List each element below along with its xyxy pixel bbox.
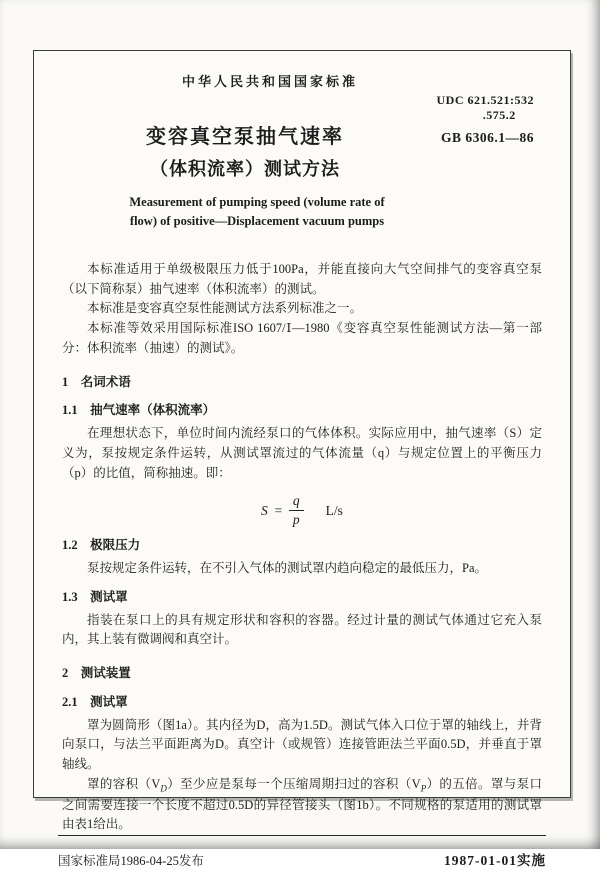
formula-unit: L/s <box>325 502 343 518</box>
section-2-1-heading: 2.1 测试罩 <box>62 694 128 709</box>
standard-category-title: 中华人民共和国国家标准 <box>181 74 358 89</box>
volume-subscript-p: P <box>420 783 427 794</box>
footer-divider <box>58 835 546 836</box>
document-title-en-line1: Measurement of pumping speed (volume rate of <box>129 195 385 209</box>
section-1-2-heading: 1.2 极限压力 <box>62 538 141 553</box>
document-body <box>56 260 548 835</box>
implementation-date: 1987-01-01实施 <box>444 853 546 868</box>
section-2-1-p2-segment-2: ）至少应是泵每一个压缩周期扫过的容积（V <box>166 776 421 791</box>
section-1-heading: 1 名词术语 <box>62 374 131 389</box>
document-title-en-line2: flow) of positive—Displacement vacuum pumps <box>129 214 385 229</box>
section-1-2-text: 泵按规定条件运转，在不引入气体的测试罩内趋向稳定的最低压力，Pa。 <box>87 561 488 576</box>
page-frame <box>33 50 571 868</box>
section-1-1-text: 在理想状态下，单位时间内流经泵口的气体体积。实际应用中，抽气速率（S）定义为，泵按规定条件运转，从测试罩流过的气体流量（q）与规定位置上的平衡压力（p）的比值，简称抽速。即： <box>62 426 542 480</box>
formula-denominator: p <box>292 511 300 527</box>
pumping-speed-formula <box>62 493 542 527</box>
section-2-1-paragraph-1: 罩为圆筒形（图1a）。其内径为D，高为1.5D。测试气体入口位于罩的轴线上，并背向泵口，与法兰平面距离为D。真空计（或规管）连接管距法兰平面0.5D，并垂直于罩轴线。 <box>62 717 542 772</box>
document-header <box>56 67 548 232</box>
formula-fraction <box>289 493 304 527</box>
udc-number <box>437 93 535 123</box>
document-title-cn-line1: 变容真空泵抽气速率 <box>146 126 344 148</box>
standard-code: GB 6306.1—86 <box>440 130 534 145</box>
section-2-1-p2-segment-1: 罩的容积（V <box>87 776 161 791</box>
section-2-1-p2-segment-3: ）的五倍。罩与泵口之间需要连接一个长度不超过0.5D的异径管接头（图1b）。不同规格的泵适用的测试罩由表1给出。 <box>62 776 542 832</box>
document-footer <box>56 835 548 869</box>
formula-equals-sign: = <box>273 502 283 518</box>
formula-numerator: q <box>289 493 304 511</box>
intro-paragraph-3: 本标准等效采用国际标准ISO 1607/Ⅰ—1980《变容真空泵性能测试方法—第一部分：体积流率（抽速）的测试》。 <box>62 321 542 355</box>
section-1-3-heading: 1.3 测试罩 <box>62 589 128 604</box>
issued-date: 国家标准局1986-04-25发布 <box>58 854 204 868</box>
volume-subscript-d: D <box>160 783 167 794</box>
section-1-3-text: 指装在泵口上的具有规定形状和容积的容器。经过计量的测试气体通过它充入泵内，其上装有微调阀和真空计。 <box>62 612 542 647</box>
document-title-en <box>11 193 503 232</box>
udc-number-line2: .575.2 <box>482 108 516 122</box>
formula-lhs: S <box>261 502 268 518</box>
section-2-1-paragraph-2 <box>62 775 542 835</box>
document-title-cn-line2: （体积流率）测试方法 <box>150 159 340 179</box>
section-2-heading: 2 测试装置 <box>62 666 131 681</box>
udc-number-line1: UDC 621.521:532 <box>436 93 534 107</box>
document-title-cn <box>0 120 491 181</box>
section-1-1-heading: 1.1 抽气速率（体积流率） <box>62 403 216 418</box>
intro-paragraph-2: 本标准是变容真空泵性能测试方法系列标准之一。 <box>87 301 363 316</box>
intro-paragraph-1: 本标准适用于单级极限压力低于100Pa，并能直接向大气空间排气的变容真空泵（以下简称泵）抽气速率（体积流率）的测试。 <box>62 261 542 296</box>
